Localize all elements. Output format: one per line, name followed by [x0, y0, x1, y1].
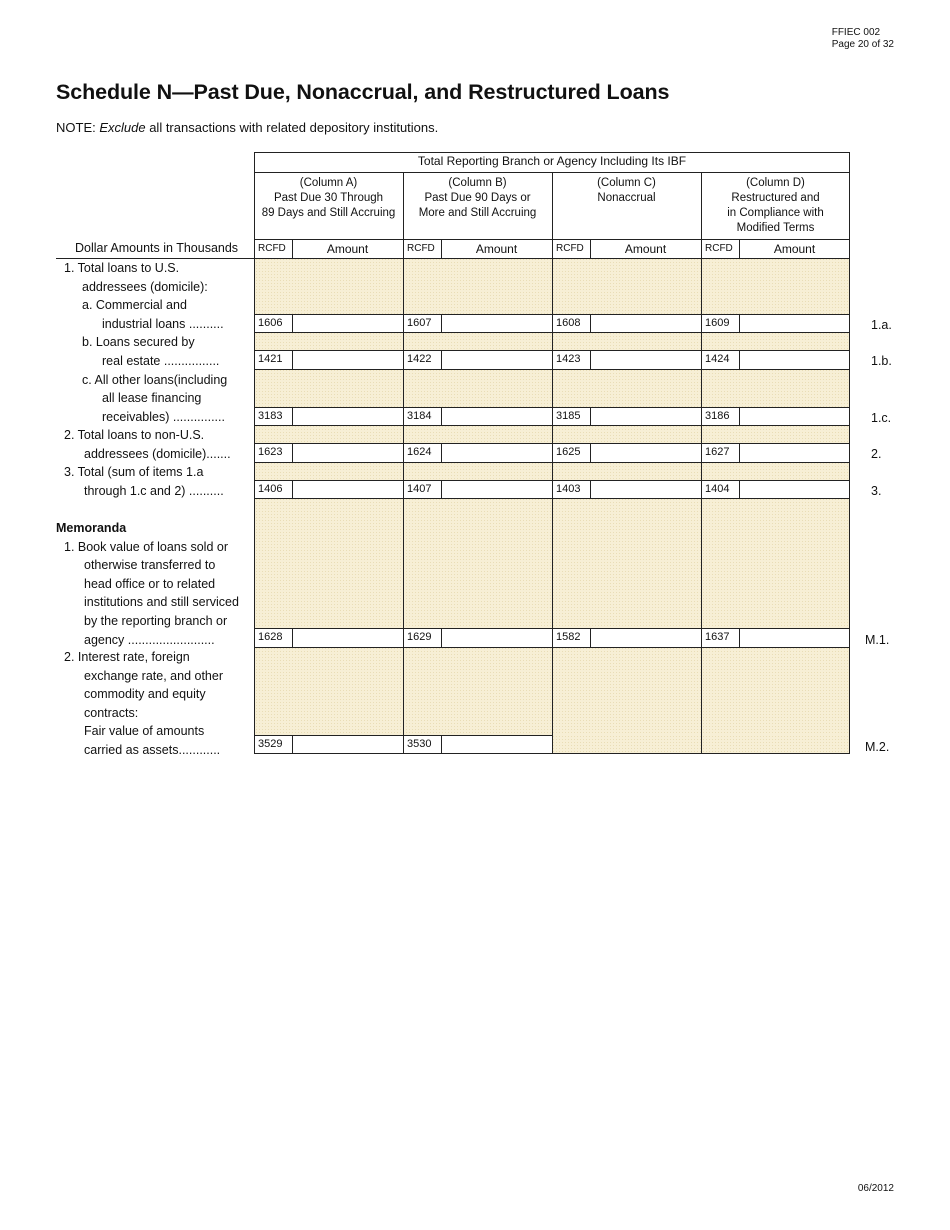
code-m1-b: 1629 [407, 631, 432, 643]
code-m2-b: 3530 [407, 738, 432, 750]
column-c-line2: Nonaccrual [597, 192, 656, 204]
line [254, 350, 850, 351]
column-a-header [254, 176, 403, 221]
line [590, 314, 591, 332]
line [254, 258, 850, 259]
line [590, 480, 591, 498]
code-3-a: 1406 [258, 483, 283, 495]
label-1c-line3: receivables) ............... [102, 410, 225, 424]
code-2-b: 1624 [407, 446, 432, 458]
line [254, 239, 850, 240]
code-1b-c: 1423 [556, 353, 581, 365]
note [56, 120, 438, 135]
line [254, 407, 850, 408]
label-1a-line2: industrial loans .......... [102, 317, 224, 331]
line [739, 480, 740, 498]
column-d-header [701, 176, 850, 236]
line [590, 407, 591, 425]
column-b-header [403, 176, 552, 221]
ref-1b: 1.b. [871, 354, 892, 368]
label-2-line1: 2. Total loans to non-U.S. [64, 428, 205, 442]
column-d-line1: (Column D) [746, 177, 805, 189]
ref-m1: M.1. [865, 633, 890, 647]
column-b-line3: More and Still Accruing [418, 207, 537, 219]
label-m2-line4: contracts: [84, 706, 139, 720]
code-2-a: 1623 [258, 446, 283, 458]
label-m2-line3: commodity and equity [84, 687, 206, 701]
label-m1-line6: agency ......................... [84, 633, 215, 647]
schedule-title: Schedule N—Past Due, Nonaccrual, and Restructured Loans [56, 80, 670, 104]
line [441, 314, 442, 332]
rcfd-label-b: RCFD [407, 243, 435, 254]
line [254, 462, 850, 463]
label-3-line1: 3. Total (sum of items 1.a [64, 465, 204, 479]
form-id: FFIEC 002 [831, 27, 881, 38]
line [254, 369, 850, 370]
line [441, 407, 442, 425]
line [739, 443, 740, 462]
code-1a-d: 1609 [705, 317, 730, 329]
code-m2-a: 3529 [258, 738, 283, 750]
code-1b-b: 1422 [407, 353, 432, 365]
line [254, 647, 850, 648]
label-m1-line2: otherwise transferred to [84, 558, 216, 572]
ref-1a: 1.a. [871, 318, 892, 332]
ref-2: 2. [871, 447, 882, 461]
column-a-line1: (Column A) [299, 177, 358, 189]
label-1b-line2: real estate ................ [102, 354, 220, 368]
line [441, 350, 442, 369]
amount-label-d: Amount [773, 242, 816, 256]
amount-label-c: Amount [624, 242, 667, 256]
code-1a-a: 1606 [258, 317, 283, 329]
line [590, 350, 591, 369]
code-1c-c: 3185 [556, 410, 581, 422]
code-1c-a: 3183 [258, 410, 283, 422]
code-1b-a: 1421 [258, 353, 283, 365]
label-1c-line1: c. All other loans(including [82, 373, 228, 387]
code-3-c: 1403 [556, 483, 581, 495]
column-d-line4: Modified Terms [736, 222, 815, 234]
line [254, 332, 850, 333]
line [292, 480, 293, 498]
amount-label-b: Amount [475, 242, 518, 256]
label-m1-line4: institutions and still serviced [84, 595, 239, 609]
line [254, 480, 850, 481]
label-1c-line2: all lease financing [102, 391, 202, 405]
memoranda-heading: Memoranda [56, 521, 127, 535]
column-d-line2: Restructured and [731, 192, 820, 204]
label-m2-line6: carried as assets............ [84, 743, 221, 757]
line [254, 314, 850, 315]
label-m2-line2: exchange rate, and other [84, 669, 223, 683]
label-m2-line5: Fair value of amounts [84, 724, 205, 738]
note-prefix: NOTE: [56, 120, 100, 135]
column-b-line1: (Column B) [448, 177, 507, 189]
column-a-line3: 89 Days and Still Accruing [261, 207, 396, 219]
label-1b-line1: b. Loans secured by [82, 335, 195, 349]
ref-3: 3. [871, 484, 882, 498]
label-m2-line1: 2. Interest rate, foreign [64, 650, 190, 664]
line [292, 407, 293, 425]
label-m1-line1: 1. Book value of loans sold or [64, 540, 228, 554]
rcfd-label-d: RCFD [705, 243, 733, 254]
line [292, 314, 293, 332]
rcfd-label-a: RCFD [258, 243, 286, 254]
line [403, 172, 404, 754]
code-1b-d: 1424 [705, 353, 730, 365]
label-1-line1: 1. Total loans to U.S. [64, 261, 180, 275]
code-1a-b: 1607 [407, 317, 432, 329]
dollar-amounts-label: Dollar Amounts in Thousands [75, 241, 239, 255]
line [254, 443, 850, 444]
code-1c-b: 3184 [407, 410, 432, 422]
line [254, 152, 850, 153]
line [739, 628, 740, 647]
column-c-line1: (Column C) [597, 177, 656, 189]
code-1a-c: 1608 [556, 317, 581, 329]
label-m1-line5: by the reporting branch or [84, 614, 228, 628]
line [441, 443, 442, 462]
line [701, 172, 702, 754]
line [254, 152, 255, 754]
line [292, 628, 293, 647]
form-header [832, 27, 894, 51]
label-1a-line1: a. Commercial and [82, 298, 187, 312]
ref-1c: 1.c. [871, 411, 892, 425]
code-1c-d: 3186 [705, 410, 730, 422]
rcfd-label-c: RCFD [556, 243, 584, 254]
line [441, 628, 442, 647]
super-header: Total Reporting Branch or Agency Including Its IBF [417, 154, 687, 168]
line [292, 350, 293, 369]
label-1-line2: addressees (domicile): [82, 280, 208, 294]
label-3-line2: through 1.c and 2) .......... [84, 484, 224, 498]
line [552, 172, 553, 754]
note-text: all transactions with related depository institutions. [145, 120, 439, 135]
code-2-c: 1625 [556, 446, 581, 458]
page-number: Page 20 of 32 [831, 39, 894, 50]
line [739, 350, 740, 369]
code-3-b: 1407 [407, 483, 432, 495]
note-emphasis: Exclude [99, 120, 146, 135]
code-m1-a: 1628 [258, 631, 283, 643]
line [254, 498, 850, 499]
label-m1-line3: head office or to related [84, 577, 216, 591]
line [441, 735, 442, 753]
code-m1-d: 1637 [705, 631, 730, 643]
line [254, 425, 850, 426]
line [739, 407, 740, 425]
line [292, 735, 293, 753]
ref-m2: M.2. [865, 740, 890, 754]
line [292, 443, 293, 462]
column-a-line2: Past Due 30 Through [273, 192, 384, 204]
line [254, 735, 552, 736]
column-b-line2: Past Due 90 Days or [424, 192, 531, 204]
footer-date: 06/2012 [857, 1183, 894, 1194]
line [254, 628, 850, 629]
code-3-d: 1404 [705, 483, 730, 495]
code-m1-c: 1582 [556, 631, 581, 643]
column-c-header [552, 176, 701, 206]
line [441, 480, 442, 498]
label-2-line2: addressees (domicile)....... [84, 447, 231, 461]
code-2-d: 1627 [705, 446, 730, 458]
line [254, 753, 850, 754]
line [590, 628, 591, 647]
line [590, 443, 591, 462]
line [739, 314, 740, 332]
amount-label-a: Amount [326, 242, 369, 256]
column-d-line3: in Compliance with [727, 207, 824, 219]
